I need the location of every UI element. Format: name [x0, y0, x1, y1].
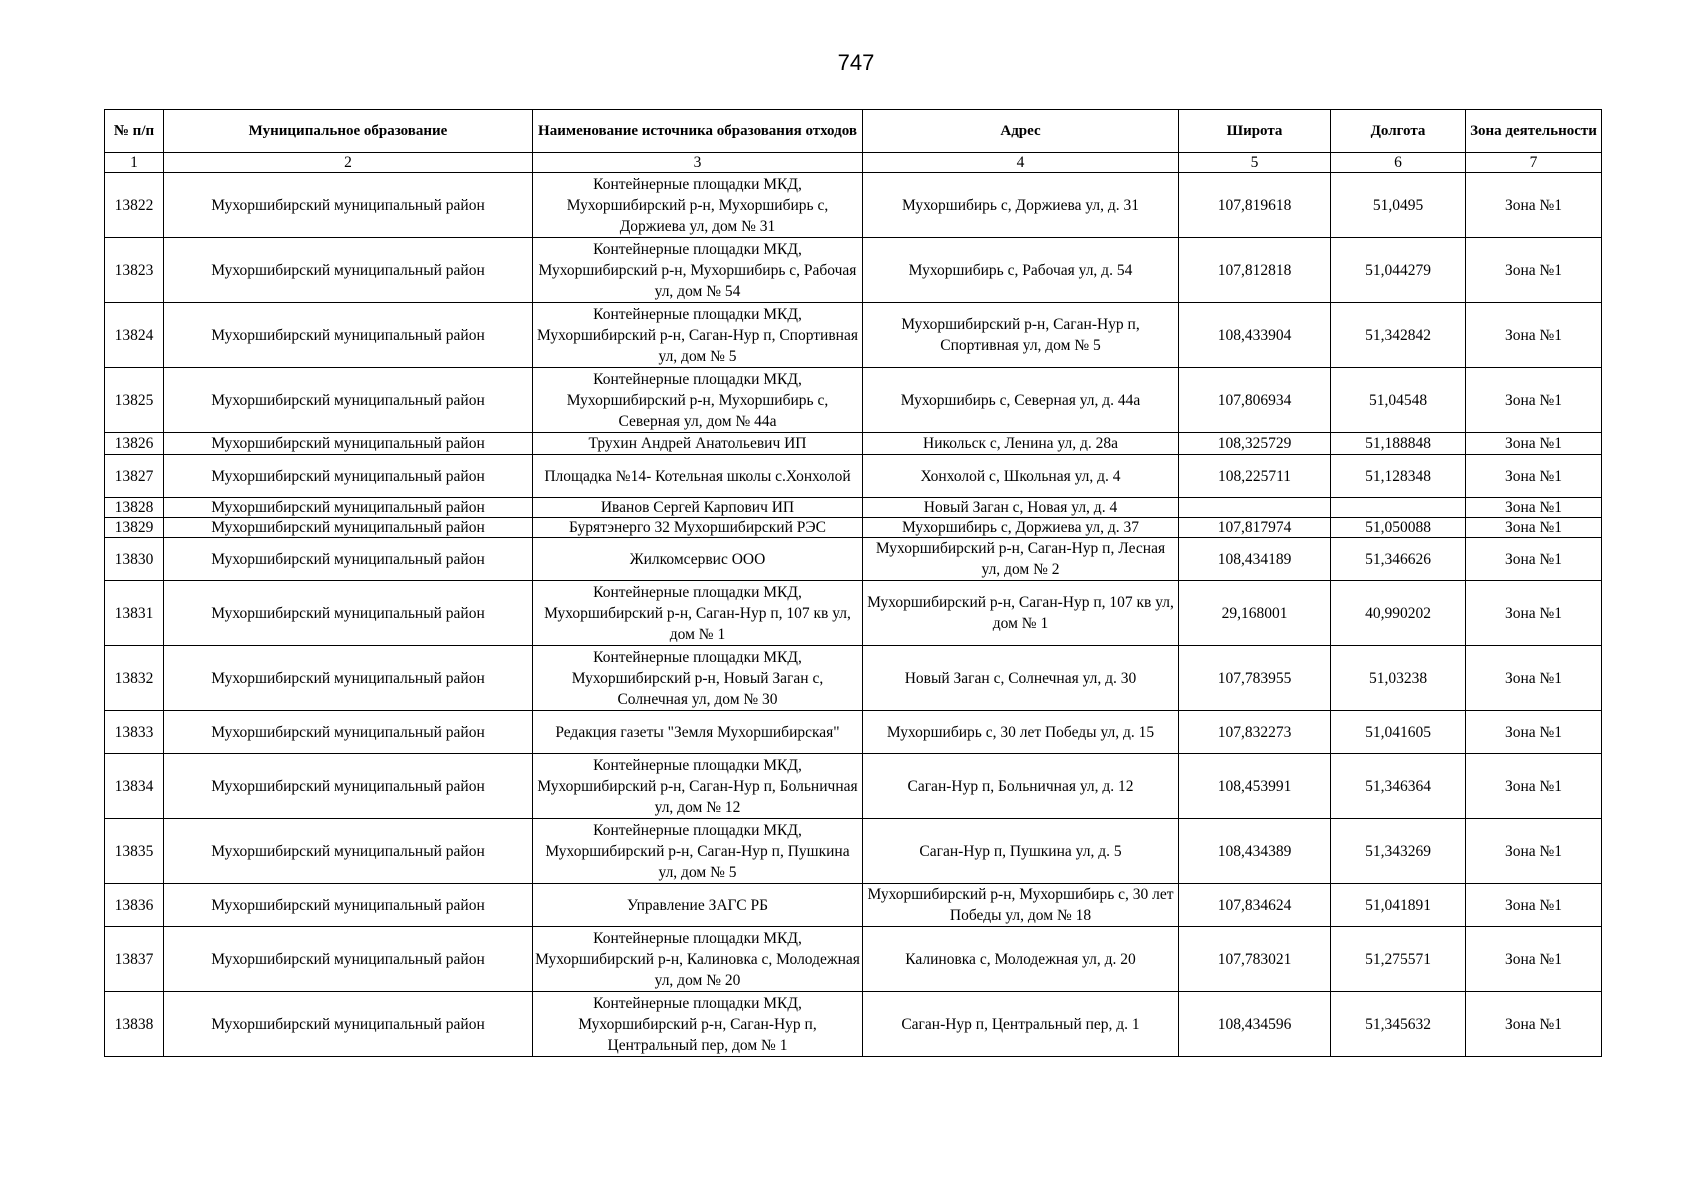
address-cell: Никольск с, Ленина ул, д. 28а: [863, 433, 1179, 455]
latitude-cell: 108,434596: [1179, 992, 1331, 1057]
table-row: [105, 173, 1602, 238]
address-cell: Мухоршибирь с, Доржиева ул, д. 37: [863, 518, 1179, 538]
municipality-cell: Мухоршибирский муниципальный район: [164, 538, 533, 581]
longitude-cell: 51,188848: [1331, 433, 1466, 455]
table-row: [105, 646, 1602, 711]
source-cell: Контейнерные площадки МКД, Мухоршибирский р-н, Саган-Нур п, 107 кв ул, дом № 1: [533, 581, 863, 646]
address-cell: Саган-Нур п, Больничная ул, д. 12: [863, 754, 1179, 819]
source-cell: Контейнерные площадки МКД, Мухоршибирский р-н, Саган-Нур п, Спортивная ул, дом № 5: [533, 303, 863, 368]
zone-cell: Зона №1: [1466, 992, 1602, 1057]
header-address: Адрес: [863, 110, 1179, 153]
longitude-cell: 51,275571: [1331, 927, 1466, 992]
column-number: 1: [105, 153, 164, 173]
source-cell: Бурятэнерго 32 Мухоршибирский РЭС: [533, 518, 863, 538]
row-number: 13828: [105, 498, 164, 518]
source-cell: Контейнерные площадки МКД, Мухоршибирский р-н, Саган-Нур п, Больничная ул, дом № 12: [533, 754, 863, 819]
longitude-cell: 51,345632: [1331, 992, 1466, 1057]
source-cell: Контейнерные площадки МКД, Мухоршибирский р-н, Саган-Нур п, Пушкина ул, дом № 5: [533, 819, 863, 884]
longitude-cell: 51,346626: [1331, 538, 1466, 581]
address-cell: Мухоршибирь с, Доржиева ул, д. 31: [863, 173, 1179, 238]
source-cell: Управление ЗАГС РБ: [533, 884, 863, 927]
latitude-cell: 108,434389: [1179, 819, 1331, 884]
latitude-cell: 108,325729: [1179, 433, 1331, 455]
header-source: Наименование источника образования отходов: [533, 110, 863, 153]
table-row: [105, 455, 1602, 498]
latitude-cell: 107,806934: [1179, 368, 1331, 433]
row-number: 13837: [105, 927, 164, 992]
latitude-cell: 108,434189: [1179, 538, 1331, 581]
latitude-cell: 107,817974: [1179, 518, 1331, 538]
longitude-cell: 40,990202: [1331, 581, 1466, 646]
column-number: 3: [533, 153, 863, 173]
zone-cell: Зона №1: [1466, 455, 1602, 498]
row-number: 13831: [105, 581, 164, 646]
municipality-cell: Мухоршибирский муниципальный район: [164, 368, 533, 433]
source-cell: Контейнерные площадки МКД, Мухоршибирский р-н, Саган-Нур п, Центральный пер, дом № 1: [533, 992, 863, 1057]
latitude-cell: 108,225711: [1179, 455, 1331, 498]
address-cell: Мухоршибирь с, Северная ул, д. 44а: [863, 368, 1179, 433]
row-number: 13823: [105, 238, 164, 303]
table-row: [105, 992, 1602, 1057]
source-cell: Контейнерные площадки МКД, Мухоршибирский р-н, Мухоршибирь с, Доржиева ул, дом № 31: [533, 173, 863, 238]
row-number: 13834: [105, 754, 164, 819]
municipality-cell: Мухоршибирский муниципальный район: [164, 819, 533, 884]
municipality-cell: Мухоршибирский муниципальный район: [164, 433, 533, 455]
longitude-cell: 51,041891: [1331, 884, 1466, 927]
longitude-cell: [1331, 498, 1466, 518]
row-number: 13825: [105, 368, 164, 433]
zone-cell: Зона №1: [1466, 433, 1602, 455]
longitude-cell: 51,346364: [1331, 754, 1466, 819]
row-number: 13824: [105, 303, 164, 368]
table-row: [105, 927, 1602, 992]
row-number: 13832: [105, 646, 164, 711]
column-number: 4: [863, 153, 1179, 173]
table-row: [105, 238, 1602, 303]
municipality-cell: Мухоршибирский муниципальный район: [164, 303, 533, 368]
table-row: [105, 518, 1602, 538]
zone-cell: Зона №1: [1466, 754, 1602, 819]
zone-cell: Зона №1: [1466, 303, 1602, 368]
address-cell: Мухоршибирь с, 30 лет Победы ул, д. 15: [863, 711, 1179, 754]
address-cell: Саган-Нур п, Центральный пер, д. 1: [863, 992, 1179, 1057]
longitude-cell: 51,128348: [1331, 455, 1466, 498]
municipality-cell: Мухоршибирский муниципальный район: [164, 754, 533, 819]
municipality-cell: Мухоршибирский муниципальный район: [164, 646, 533, 711]
header-zone: Зона деятельности: [1466, 110, 1602, 153]
zone-cell: Зона №1: [1466, 538, 1602, 581]
table-row: [105, 303, 1602, 368]
municipality-cell: Мухоршибирский муниципальный район: [164, 455, 533, 498]
zone-cell: Зона №1: [1466, 173, 1602, 238]
table-body: [105, 173, 1602, 1057]
table-row: [105, 819, 1602, 884]
zone-cell: Зона №1: [1466, 581, 1602, 646]
address-cell: Мухоршибирский р-н, Мухоршибирь с, 30 лет Победы ул, дом № 18: [863, 884, 1179, 927]
address-cell: Мухоршибирский р-н, Саган-Нур п, 107 кв ул, дом № 1: [863, 581, 1179, 646]
header-row: [105, 110, 1602, 153]
zone-cell: Зона №1: [1466, 884, 1602, 927]
latitude-cell: 107,783955: [1179, 646, 1331, 711]
table-row: [105, 433, 1602, 455]
column-number: 6: [1331, 153, 1466, 173]
address-cell: Саган-Нур п, Пушкина ул, д. 5: [863, 819, 1179, 884]
latitude-cell: 107,783021: [1179, 927, 1331, 992]
latitude-cell: 107,832273: [1179, 711, 1331, 754]
row-number: 13822: [105, 173, 164, 238]
longitude-cell: 51,03238: [1331, 646, 1466, 711]
longitude-cell: 51,0495: [1331, 173, 1466, 238]
municipality-cell: Мухоршибирский муниципальный район: [164, 518, 533, 538]
latitude-cell: 107,819618: [1179, 173, 1331, 238]
table-row: [105, 538, 1602, 581]
zone-cell: Зона №1: [1466, 819, 1602, 884]
waste-sources-table: [104, 109, 1602, 1057]
row-number: 13836: [105, 884, 164, 927]
row-number: 13826: [105, 433, 164, 455]
municipality-cell: Мухоршибирский муниципальный район: [164, 884, 533, 927]
table-row: [105, 754, 1602, 819]
row-number: 13838: [105, 992, 164, 1057]
zone-cell: Зона №1: [1466, 646, 1602, 711]
latitude-cell: 107,812818: [1179, 238, 1331, 303]
municipality-cell: Мухоршибирский муниципальный район: [164, 581, 533, 646]
column-number: 2: [164, 153, 533, 173]
longitude-cell: 51,342842: [1331, 303, 1466, 368]
source-cell: Редакция газеты "Земля Мухоршибирская": [533, 711, 863, 754]
municipality-cell: Мухоршибирский муниципальный район: [164, 498, 533, 518]
zone-cell: Зона №1: [1466, 927, 1602, 992]
longitude-cell: 51,343269: [1331, 819, 1466, 884]
row-number: 13827: [105, 455, 164, 498]
address-cell: Новый Заган с, Новая ул, д. 4: [863, 498, 1179, 518]
zone-cell: Зона №1: [1466, 238, 1602, 303]
row-number: 13830: [105, 538, 164, 581]
row-number: 13829: [105, 518, 164, 538]
address-cell: Мухоршибирский р-н, Саган-Нур п, Спортивная ул, дом № 5: [863, 303, 1179, 368]
latitude-cell: 108,433904: [1179, 303, 1331, 368]
column-number-row: [105, 153, 1602, 173]
column-number: 7: [1466, 153, 1602, 173]
address-cell: Хонхолой с, Школьная ул, д. 4: [863, 455, 1179, 498]
source-cell: Контейнерные площадки МКД, Мухоршибирский р-н, Новый Заган с, Солнечная ул, дом № 30: [533, 646, 863, 711]
longitude-cell: 51,04548: [1331, 368, 1466, 433]
row-number: 13833: [105, 711, 164, 754]
row-number: 13835: [105, 819, 164, 884]
source-cell: Контейнерные площадки МКД, Мухоршибирский р-н, Калиновка с, Молодежная ул, дом № 20: [533, 927, 863, 992]
latitude-cell: 108,453991: [1179, 754, 1331, 819]
source-cell: Контейнерные площадки МКД, Мухоршибирский р-н, Мухоршибирь с, Рабочая ул, дом № 54: [533, 238, 863, 303]
zone-cell: Зона №1: [1466, 518, 1602, 538]
latitude-cell: 107,834624: [1179, 884, 1331, 927]
source-cell: Трухин Андрей Анатольевич ИП: [533, 433, 863, 455]
header-latitude: Широта: [1179, 110, 1331, 153]
header-longitude: Долгота: [1331, 110, 1466, 153]
table-row: [105, 711, 1602, 754]
latitude-cell: 29,168001: [1179, 581, 1331, 646]
source-cell: Площадка №14- Котельная школы с.Хонхолой: [533, 455, 863, 498]
table-row: [105, 498, 1602, 518]
table-row: [105, 368, 1602, 433]
address-cell: Мухоршибирь с, Рабочая ул, д. 54: [863, 238, 1179, 303]
zone-cell: Зона №1: [1466, 498, 1602, 518]
header-number: № п/п: [105, 110, 164, 153]
source-cell: Жилкомсервис ООО: [533, 538, 863, 581]
municipality-cell: Мухоршибирский муниципальный район: [164, 173, 533, 238]
source-cell: Иванов Сергей Карпович ИП: [533, 498, 863, 518]
zone-cell: Зона №1: [1466, 711, 1602, 754]
table-row: [105, 884, 1602, 927]
municipality-cell: Мухоршибирский муниципальный район: [164, 238, 533, 303]
municipality-cell: Мухоршибирский муниципальный район: [164, 711, 533, 754]
longitude-cell: 51,044279: [1331, 238, 1466, 303]
source-cell: Контейнерные площадки МКД, Мухоршибирский р-н, Мухоршибирь с, Северная ул, дом № 44а: [533, 368, 863, 433]
municipality-cell: Мухоршибирский муниципальный район: [164, 927, 533, 992]
address-cell: Мухоршибирский р-н, Саган-Нур п, Лесная ул, дом № 2: [863, 538, 1179, 581]
latitude-cell: [1179, 498, 1331, 518]
municipality-cell: Мухоршибирский муниципальный район: [164, 992, 533, 1057]
page-number: 747: [837, 50, 875, 75]
column-number: 5: [1179, 153, 1331, 173]
longitude-cell: 51,041605: [1331, 711, 1466, 754]
address-cell: Новый Заган с, Солнечная ул, д. 30: [863, 646, 1179, 711]
table-row: [105, 581, 1602, 646]
zone-cell: Зона №1: [1466, 368, 1602, 433]
address-cell: Калиновка с, Молодежная ул, д. 20: [863, 927, 1179, 992]
header-municipality: Муниципальное образование: [164, 110, 533, 153]
longitude-cell: 51,050088: [1331, 518, 1466, 538]
